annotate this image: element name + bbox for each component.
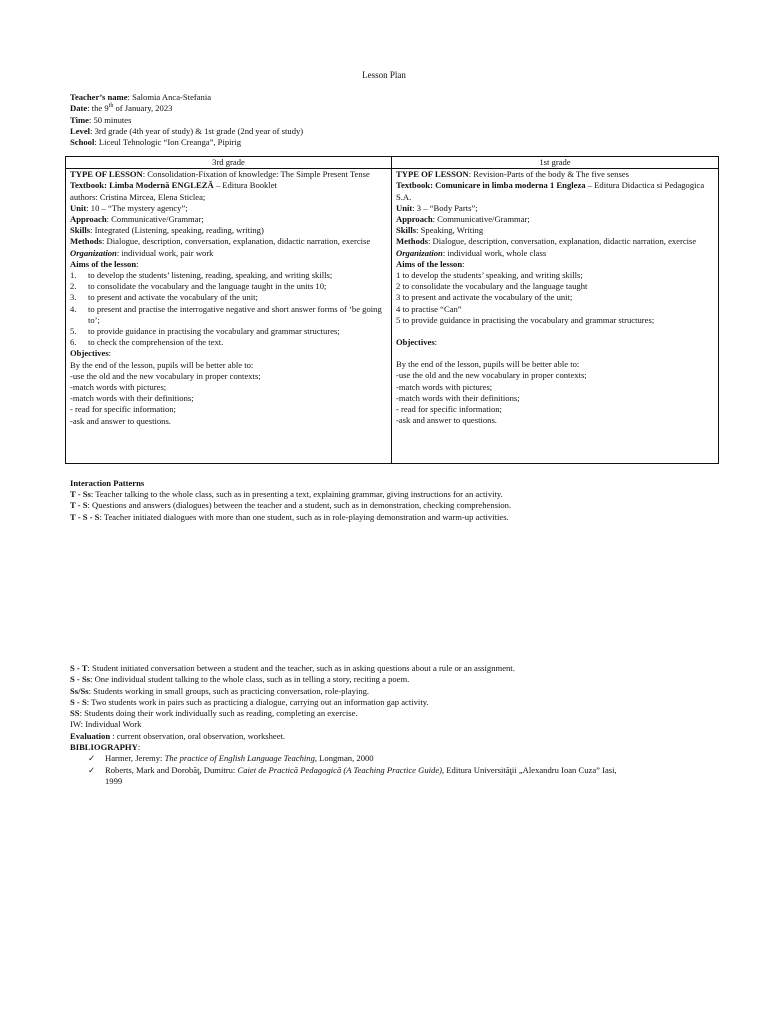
list-item (70, 697, 710, 708)
type-label: TYPE OF LESSON (396, 169, 469, 180)
list-item: -ask and answer to questions. (396, 415, 497, 426)
bibliography-colon: : (137, 742, 141, 753)
bib-author: Roberts, Mark and Dorobăţ, Dumitru: (105, 764, 238, 775)
list-text: to check the comprehension of the text. (88, 337, 224, 348)
list-item: 1 to develop the students’ speaking, and writing skills; (396, 270, 583, 281)
cell-1st-grade (392, 169, 719, 464)
teacher-value: : Salomia Anca-Stefania (127, 92, 212, 102)
list-item: 2 to consolidate the vocabulary and the language taught (396, 281, 588, 292)
list-item (70, 337, 387, 348)
bibliography-item-year (70, 776, 710, 787)
pattern-label: T - S (70, 500, 88, 511)
organization (396, 248, 714, 259)
objectives-heading (70, 348, 387, 359)
checkmark-icon: ✓ (88, 764, 96, 775)
authors: authors: Cristina Mircea, Elena Sticlea; (70, 191, 206, 202)
lesson-table (65, 156, 719, 464)
textbook-title: : Comunicare in limba moderna 1 Engleza (430, 180, 586, 191)
list-item (70, 500, 710, 511)
list-text: to provide guidance in practising the vocabulary and grammar structures; (88, 326, 340, 337)
list-item: -match words with their definitions; (70, 393, 194, 404)
skills (70, 225, 387, 236)
spacer (396, 326, 714, 337)
aims-heading (70, 259, 387, 270)
teacher-line (70, 92, 710, 103)
textbook (396, 180, 714, 202)
objectives-heading (396, 337, 714, 348)
level-value: : 3rd grade (4th year of study) & 1st grade (2nd year of study) (90, 125, 304, 136)
date-value-sup: th (108, 103, 114, 110)
cell-3rd-grade (66, 169, 392, 464)
type-of-lesson (396, 169, 714, 180)
approach-label: Approach (396, 214, 433, 225)
approach (70, 214, 387, 225)
list-number: 1. (70, 270, 77, 281)
list-item (70, 663, 710, 674)
unit (396, 203, 714, 214)
date-value-pre: : the 9 (87, 103, 109, 114)
list-item: -match words with pictures; (396, 381, 493, 392)
objectives-intro: By the end of the lesson, pupils will be better able to: (70, 359, 254, 370)
list-item: 5 to provide guidance in practising the vocabulary and grammar structures; (396, 314, 655, 325)
textbook-title: : Limba Modernă ENGLEZĂ (104, 180, 214, 191)
organization-value: : individual work, whole class (442, 247, 547, 258)
list-item (70, 686, 710, 697)
aims-label: Aims of the lesson (70, 258, 137, 269)
bib-author: Harmer, Jeremy: (105, 753, 165, 764)
list-item (70, 326, 387, 337)
aims-colon: : (136, 258, 139, 269)
bib-title: Caiet de Practică Pedagogică (A Teaching Practice Guide) (237, 764, 442, 775)
table-body-row (66, 169, 719, 464)
skills (396, 225, 714, 236)
list-number: 5. (70, 326, 77, 337)
objectives-colon: : (108, 348, 112, 359)
textbook-label: Textbook (70, 180, 105, 191)
bib-publisher: , Longman, 2000 (314, 753, 374, 764)
time-line (70, 115, 710, 126)
school-value: : Liceul Tehnologic “Ion Creanga”, Pipirig (94, 137, 242, 148)
skills-label: Skills (396, 225, 417, 236)
checkmark-icon: ✓ (88, 753, 96, 764)
teacher-label: Teacher’s name (70, 92, 128, 102)
list-item (70, 512, 710, 523)
pattern-label: T - Ss (70, 489, 91, 500)
type-of-lesson (70, 169, 387, 180)
pattern-label: S - S (70, 696, 87, 707)
bib-title: The practice of English Language Teaching (164, 753, 315, 764)
textbook (70, 180, 387, 191)
type-label: TYPE OF LESSON (70, 169, 143, 180)
interaction-patterns (70, 478, 710, 523)
iw-line: IW: Individual Work (70, 719, 142, 730)
pattern-text: : Students doing their work individually such as reading, completing an exercise. (79, 708, 358, 719)
list-item (70, 304, 387, 326)
textbook-label: Textbook (396, 180, 431, 191)
table-header-row (66, 157, 719, 169)
methods (70, 236, 387, 247)
methods-value: : Dialogue, description, conversation, explanation, didactic narration, exercise (428, 236, 697, 247)
time-value: : 50 minutes (88, 114, 132, 125)
list-item: 3 to present and activate the vocabulary of the unit; (396, 292, 573, 303)
pattern-label: Ss/Ss (70, 685, 89, 696)
list-number: 2. (70, 281, 77, 292)
pattern-label: SS (70, 708, 80, 719)
methods (396, 236, 714, 247)
list-number: 4. (70, 303, 77, 314)
lower-section (70, 663, 710, 787)
organization (70, 248, 387, 259)
approach-value: : Communicative/Grammar; (106, 214, 204, 225)
pattern-label: S - T (70, 663, 88, 673)
level-label: Level (70, 125, 91, 136)
bib-publisher: , Editura Universităţii „Alexandru Ioan Cuza” Iasi, (442, 764, 617, 775)
col-header-1st-grade: 1st grade (392, 157, 719, 169)
skills-value: : Speaking, Writing (416, 225, 484, 236)
pattern-text: : One individual student talking to the whole class, such as in telling a story, reciting a poem. (90, 674, 410, 685)
objectives-label: Objectives (396, 337, 435, 348)
aims-list (70, 270, 387, 348)
methods-label: Methods (396, 236, 428, 247)
lesson-header (70, 92, 710, 148)
date-value-post: of January, 2023 (113, 103, 173, 114)
list-item (70, 674, 710, 685)
pattern-text: : Teacher initiated dialogues with more than one student, such as in role-playing demonstration and warm-up activities. (99, 511, 509, 522)
unit-label: Unit (70, 202, 87, 213)
date-line (70, 103, 710, 114)
list-item: -match words with pictures; (70, 382, 167, 393)
objectives-colon: : (434, 337, 438, 348)
date-label: Date (70, 103, 88, 114)
textbook-publisher: – Editura Didactica si Pedagogica S.A. (396, 180, 705, 202)
type-value: : Revision-Parts of the body & The five senses (468, 169, 629, 180)
approach (396, 214, 714, 225)
bibliography-item (70, 753, 710, 764)
school-label: School (70, 137, 95, 148)
list-item: - read for specific information; (396, 404, 502, 415)
objectives-intro: By the end of the lesson, pupils will be better able to: (396, 359, 580, 370)
pattern-label: S - Ss (70, 674, 91, 685)
school-line (70, 137, 710, 148)
list-number: 6. (70, 337, 77, 348)
list-item: -use the old and the new vocabulary in proper contexts; (70, 370, 261, 381)
organization-label: Organization (70, 247, 117, 258)
list-item: 4 to practise “Can” (396, 303, 462, 314)
list-item: - read for specific information; (70, 404, 176, 415)
organization-value: : individual work, pair work (116, 247, 214, 258)
col-header-3rd-grade: 3rd grade (66, 157, 392, 169)
list-number: 3. (70, 292, 77, 303)
bibliography-item (70, 765, 710, 776)
bib-year: 1999 (105, 775, 123, 786)
list-text: to consolidate the vocabulary and the language taught in the units 10; (88, 281, 327, 292)
unit-value: : 3 – “Body Parts”; (412, 202, 478, 213)
list-item: -ask and answer to questions. (70, 415, 171, 426)
interaction-heading-text: Interaction Patterns (70, 478, 145, 488)
list-item: -use the old and the new vocabulary in proper contexts; (396, 370, 587, 381)
evaluation-value: : current observation, oral observation, worksheet. (110, 730, 286, 741)
pattern-text: : Teacher talking to the whole class, such as in presenting a text, explaining grammar, giving instructions for an activity. (90, 489, 503, 500)
list-item: -match words with their definitions; (396, 392, 520, 403)
evaluation-label: Evaluation (70, 730, 111, 741)
objectives-label: Objectives (70, 348, 109, 359)
bibliography-heading (70, 742, 710, 753)
methods-value: : Dialogue, description, conversation, explanation, didactic narration, exercise (102, 236, 371, 247)
methods-label: Methods (70, 236, 102, 247)
type-value: : Consolidation-Fixation of knowledge: The Simple Present Tense (142, 169, 370, 180)
aims-colon: : (462, 258, 465, 269)
pattern-text: : Questions and answers (dialogues) between the teacher and a student, such as in demonstration, checking comprehension. (87, 500, 512, 511)
list-item (70, 489, 710, 500)
unit-value: : 10 – “The mystery agency”; (86, 202, 188, 213)
interaction-heading (70, 478, 710, 489)
evaluation-line (70, 731, 710, 742)
skills-label: Skills (70, 225, 91, 236)
spacer (396, 348, 714, 359)
aims-heading (396, 259, 714, 270)
list-item (70, 270, 387, 281)
textbook-publisher: – Editura Booklet (213, 180, 277, 191)
skills-value: : Integrated (Listening, speaking, reading, writing) (90, 225, 264, 236)
pattern-text: : Two students work in pairs such as practicing a dialogue, carrying out an information gap activity. (86, 696, 429, 707)
unit (70, 203, 387, 214)
list-text: to develop the students’ listening, reading, speaking, and writing skills; (88, 270, 333, 281)
list-text: to present and practise the interrogative negative and short answer forms of ‘be going to’; (88, 303, 382, 325)
pattern-label: T - S - S (70, 511, 100, 522)
approach-label: Approach (70, 214, 107, 225)
aims-label: Aims of the lesson (396, 258, 463, 269)
level-line (70, 126, 710, 137)
unit-label: Unit (396, 202, 413, 213)
pattern-text: : Student initiated conversation between a student and the teacher, such as in asking questions about a rule or an assignment. (87, 663, 515, 673)
pattern-text: : Students working in small groups, such as practicing conversation, role-playing. (88, 685, 370, 696)
list-item (70, 708, 710, 719)
list-text: to present and activate the vocabulary of the unit; (88, 292, 258, 303)
bibliography-label: BIBLIOGRAPHY (70, 742, 138, 753)
page-title: Lesson Plan (362, 70, 406, 80)
list-item (70, 292, 387, 303)
time-label: Time (70, 114, 89, 125)
approach-value: : Communicative/Grammar; (432, 214, 530, 225)
organization-label: Organization (396, 247, 443, 258)
list-item (70, 281, 387, 292)
